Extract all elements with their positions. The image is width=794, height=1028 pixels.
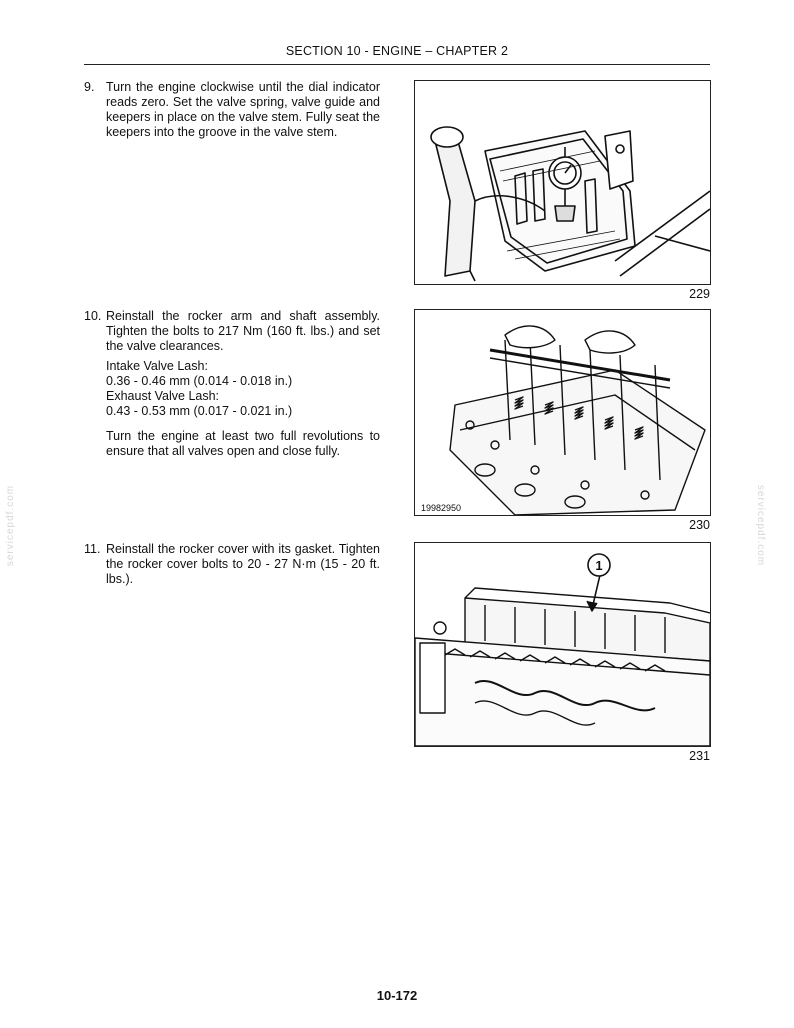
exhaust-lash-label: Exhaust Valve Lash: bbox=[106, 389, 220, 403]
figure-number: 230 bbox=[689, 518, 710, 532]
figure-231-rocker-cover bbox=[414, 542, 711, 747]
figure-code: 19982950 bbox=[421, 503, 462, 513]
step-number: 11. bbox=[84, 542, 101, 556]
rocker-arm-illustration bbox=[415, 310, 710, 515]
step-text: Reinstall the rocker cover with its gasket. Tighten the rocker cover bolts to 20 - 27 N·m (15 - 20 ft. lbs.). bbox=[106, 542, 380, 586]
watermark-right: servicepdf.com bbox=[755, 484, 767, 567]
figure-number: 231 bbox=[689, 749, 710, 763]
step-11 bbox=[84, 542, 380, 587]
section-header: SECTION 10 - ENGINE – CHAPTER 2 bbox=[285, 44, 509, 58]
step-text: Reinstall the rocker arm and shaft assembly. Tighten the bolts to 217 Nm (160 ft. lbs.) and set the valve clearances. bbox=[106, 309, 380, 353]
intake-lash-value: 0.36 - 0.46 mm (0.014 - 0.018 in.) bbox=[106, 374, 293, 388]
rocker-cover-illustration bbox=[415, 543, 710, 746]
step-number: 10. bbox=[84, 309, 102, 323]
step-10 bbox=[84, 309, 380, 459]
step-number: 9. bbox=[84, 80, 95, 94]
figure-number: 229 bbox=[689, 287, 710, 301]
figure-229-dial-indicator bbox=[414, 80, 711, 285]
step-9 bbox=[84, 80, 380, 140]
step-text: Turn the engine clockwise until the dial indicator reads zero. Set the valve spring, valve guide and keepers in place on the valve stem. Fully seat the keepers into the groove in the valve stem. bbox=[106, 80, 380, 139]
step-note: Turn the engine at least two full revolutions to ensure that all valves open and close fully. bbox=[106, 429, 380, 458]
figure-230-rocker-arm-assembly bbox=[414, 309, 711, 516]
callout-number: 1 bbox=[595, 558, 603, 573]
header-rule bbox=[84, 64, 710, 65]
exhaust-lash-value: 0.43 - 0.53 mm (0.017 - 0.021 in.) bbox=[106, 404, 293, 418]
engine-dial-indicator-illustration bbox=[415, 81, 710, 284]
page-number: 10-172 bbox=[376, 988, 418, 1003]
watermark-left: servicepdf.com bbox=[5, 484, 17, 567]
intake-lash-label: Intake Valve Lash: bbox=[106, 359, 208, 373]
